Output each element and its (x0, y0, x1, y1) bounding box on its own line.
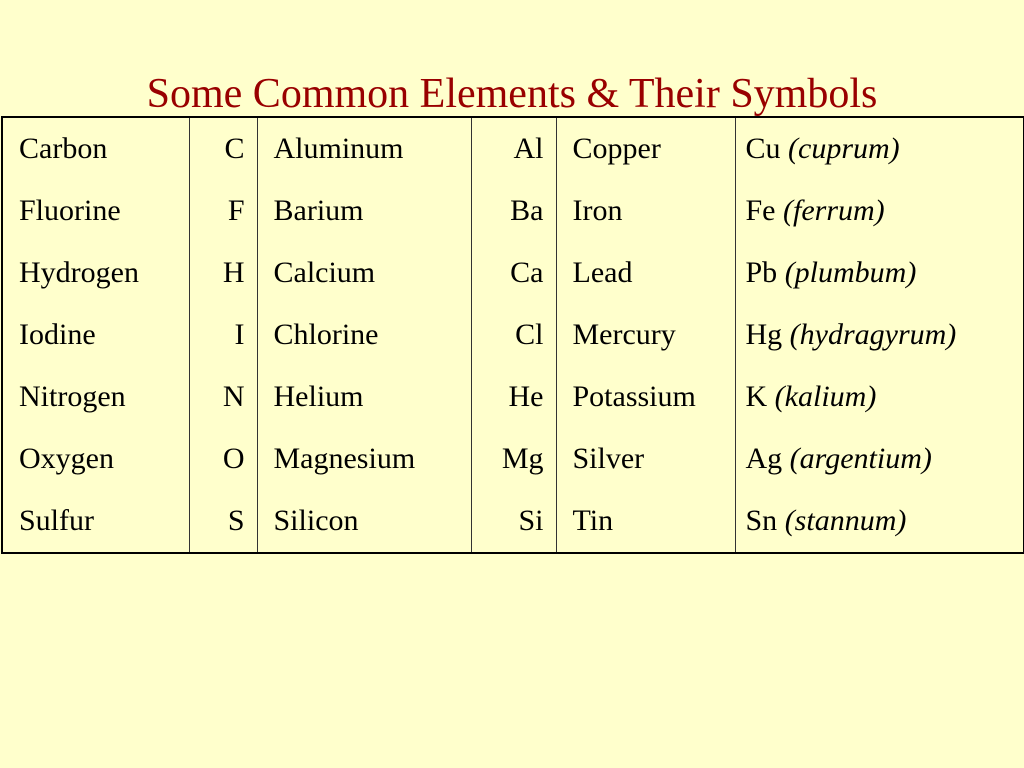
element-name: Chlorine (257, 304, 471, 366)
element-symbol: Sn (745, 504, 778, 537)
latin-name: (plumbum) (784, 256, 917, 289)
element-symbol-with-latin (735, 242, 1024, 304)
latin-name: (argentium) (789, 442, 932, 475)
element-symbol: S (189, 490, 257, 553)
element-name: Hydrogen (2, 242, 189, 304)
element-name: Silver (556, 428, 735, 490)
element-name: Mercury (556, 304, 735, 366)
element-symbol-with-latin (735, 304, 1024, 366)
element-name: Potassium (556, 366, 735, 428)
slide-title: Some Common Elements & Their Symbols (146, 71, 878, 117)
element-symbol: Cu (745, 132, 781, 165)
element-symbol: I (189, 304, 257, 366)
table-row (2, 242, 1024, 304)
element-symbol-with-latin (735, 366, 1024, 428)
element-name: Iodine (2, 304, 189, 366)
element-symbol: Al (471, 117, 556, 180)
element-symbol: H (189, 242, 257, 304)
element-name: Tin (556, 490, 735, 553)
table-row (2, 428, 1024, 490)
element-name: Helium (257, 366, 471, 428)
element-symbol: O (189, 428, 257, 490)
latin-name: (stannum) (784, 504, 907, 537)
element-name: Fluorine (2, 180, 189, 242)
element-name: Barium (257, 180, 471, 242)
element-symbol: Ag (745, 442, 783, 475)
element-symbol: K (745, 380, 768, 413)
element-name: Silicon (257, 490, 471, 553)
element-symbol: Fe (745, 194, 776, 227)
latin-name: (hydragyrum) (789, 318, 957, 351)
element-name: Calcium (257, 242, 471, 304)
latin-name: (cuprum) (788, 132, 900, 165)
element-symbol: N (189, 366, 257, 428)
element-name: Lead (556, 242, 735, 304)
element-name: Iron (556, 180, 735, 242)
element-name: Sulfur (2, 490, 189, 553)
table-row (2, 117, 1024, 180)
element-symbol: Pb (745, 256, 778, 289)
element-name: Copper (556, 117, 735, 180)
element-symbol-with-latin (735, 180, 1024, 242)
element-symbol: Ca (471, 242, 556, 304)
latin-name: (kalium) (774, 380, 877, 413)
element-name: Carbon (2, 117, 189, 180)
table-row (2, 490, 1024, 553)
element-name: Magnesium (257, 428, 471, 490)
element-symbol-with-latin (735, 428, 1024, 490)
element-name: Oxygen (2, 428, 189, 490)
element-symbol: C (189, 117, 257, 180)
elements-table (1, 116, 1024, 554)
element-symbol-with-latin (735, 490, 1024, 553)
element-symbol: He (471, 366, 556, 428)
element-name: Aluminum (257, 117, 471, 180)
latin-name: (ferrum) (783, 194, 885, 227)
table-row (2, 366, 1024, 428)
element-symbol: F (189, 180, 257, 242)
element-symbol: Ba (471, 180, 556, 242)
element-symbol: Cl (471, 304, 556, 366)
table-row (2, 304, 1024, 366)
table-row (2, 180, 1024, 242)
element-symbol: Hg (745, 318, 783, 351)
element-symbol-with-latin (735, 117, 1024, 180)
element-symbol: Mg (471, 428, 556, 490)
element-name: Nitrogen (2, 366, 189, 428)
element-symbol: Si (471, 490, 556, 553)
